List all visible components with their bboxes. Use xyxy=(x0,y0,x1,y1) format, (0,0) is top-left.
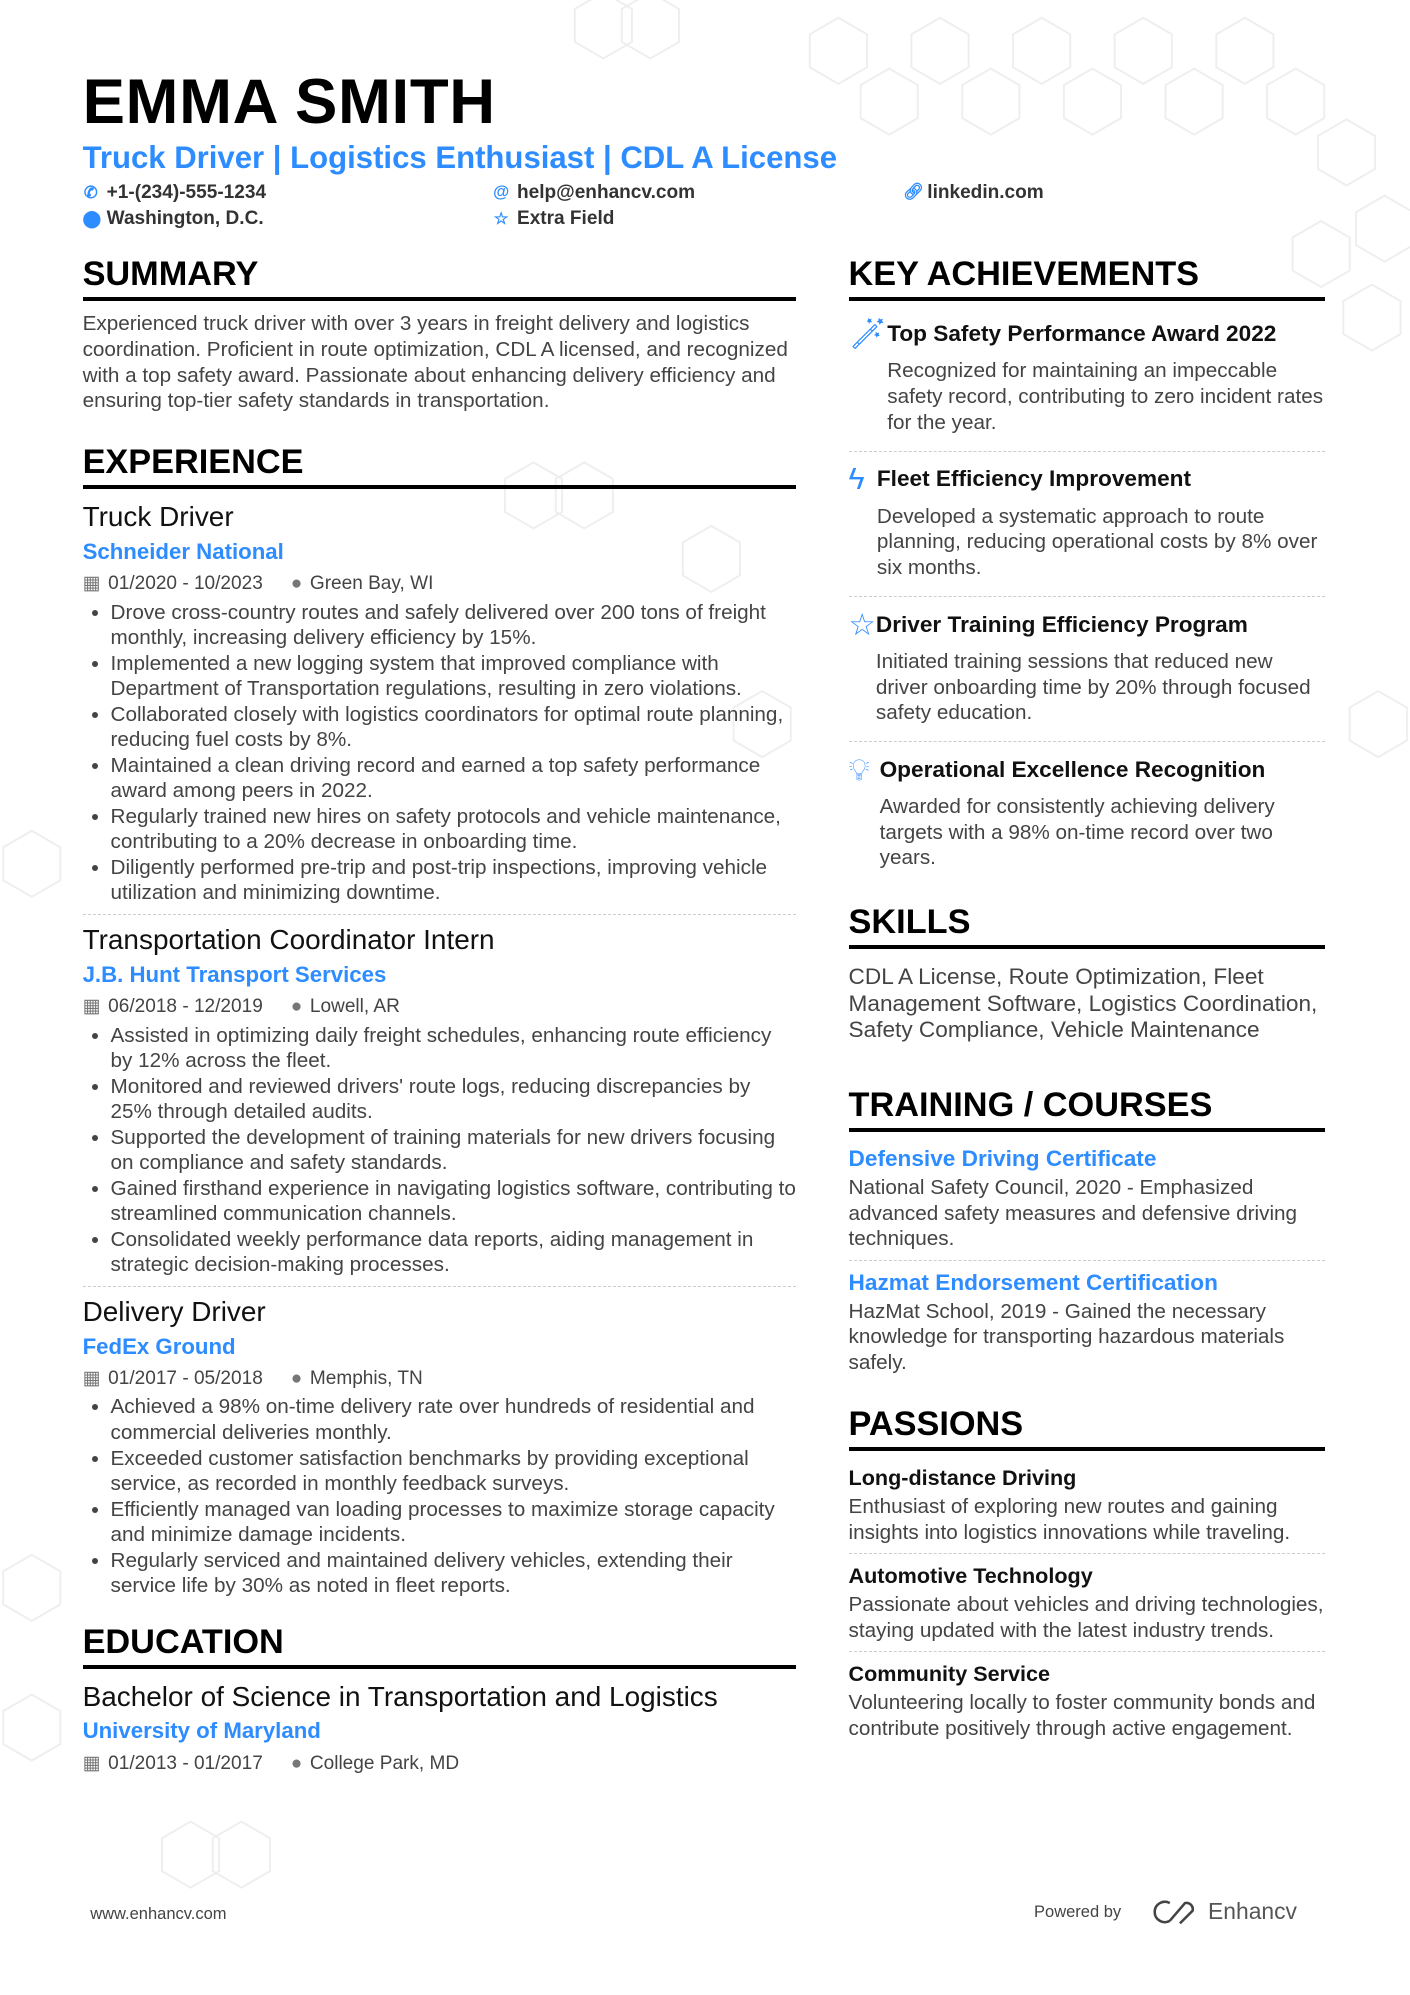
skills-text: CDL A License, Route Optimization, Fleet Management Software, Logistics Coordination, Safety Compliance, Vehicle Maintenance xyxy=(848,963,1318,1043)
passion-title: Long-distance Driving xyxy=(848,1464,1077,1490)
magic-wand-icon: 🪄︎ xyxy=(848,317,888,352)
hexagon-shape xyxy=(1350,691,1407,757)
hexagon-shape xyxy=(622,0,679,58)
achievement-title: Top Safety Performance Award 2022 xyxy=(887,321,1277,347)
course-title: Defensive Driving Certificate xyxy=(848,1145,1157,1171)
email-text: help@enhancv.com xyxy=(516,181,696,203)
enhancv-brand-text: Enhancv xyxy=(1208,1898,1297,1925)
star-icon: ☆ xyxy=(848,607,876,642)
education-location: College Park, MD xyxy=(309,1752,460,1774)
hexagon-shape xyxy=(213,1822,270,1888)
right-column xyxy=(849,254,1325,1741)
education-heading: EDUCATION xyxy=(83,1622,797,1669)
school: University of Maryland xyxy=(82,1718,321,1744)
achievement-title: Operational Excellence Recognition xyxy=(879,756,1266,782)
job-bullet: • Consolidated weekly performance data reports, aiding management in strategic decision-making processes. xyxy=(111,1227,797,1278)
job-entry xyxy=(83,922,797,1278)
education-meta xyxy=(83,1749,797,1779)
achievement-item xyxy=(849,457,1325,589)
footer-website[interactable]: www.enhancv.com xyxy=(90,1905,227,1924)
phone-text: +1-(234)-555-1234 xyxy=(106,181,267,203)
hexagon-shape xyxy=(3,1695,60,1761)
job-company: FedEx Ground xyxy=(82,1333,236,1359)
passion-item xyxy=(849,1657,1325,1741)
hexagon-shape xyxy=(3,1555,60,1621)
course-item xyxy=(849,1142,1325,1252)
enhancv-logo[interactable] xyxy=(1152,1898,1297,1926)
achievement-item xyxy=(849,602,1325,734)
separator xyxy=(83,914,797,915)
hexagon-shape xyxy=(911,18,968,84)
hexagon-shape xyxy=(962,69,1019,135)
hexagon-shape xyxy=(575,0,632,58)
hexagon-shape xyxy=(1343,285,1400,351)
skills-heading: SKILLS xyxy=(849,902,1325,949)
job-location: Green Bay, WI xyxy=(309,573,434,595)
job-role: Truck Driver xyxy=(82,501,234,533)
separator xyxy=(849,451,1325,452)
extra-text: Extra Field xyxy=(516,208,615,230)
link-icon: 🔗︎ xyxy=(903,183,925,202)
calendar-icon: ▦ xyxy=(82,996,101,1018)
course-item xyxy=(849,1266,1325,1376)
lightbulb-icon: 💡︎ xyxy=(848,752,870,787)
job-bullet: • Exceeded customer satisfaction benchmarks by providing exceptional service, as recorded in monthly feedback surveys. xyxy=(111,1446,797,1497)
job-company: Schneider National xyxy=(82,538,284,564)
footer-powered-by: Powered by xyxy=(1034,1902,1122,1921)
job-location: Lowell, AR xyxy=(309,996,400,1018)
contact-linkedin[interactable] xyxy=(903,182,1044,204)
passion-item xyxy=(849,1559,1325,1643)
candidate-title: Truck Driver | Logistics Enthusiast | CDL A License xyxy=(82,139,838,175)
job-bullet: • Collaborated closely with logistics coordinators for optimal route planning, reducing fuel costs by 8%. xyxy=(111,702,797,753)
star-icon: ☆ xyxy=(493,210,509,229)
location-text: Washington, D.C. xyxy=(106,208,264,230)
job-bullet: • Implemented a new logging system that improved compliance with Department of Transportation regulations, resulting in zero violations. xyxy=(111,651,797,702)
passion-desc: Passionate about vehicles and driving technologies, staying updated with the latest industry trends. xyxy=(848,1593,1324,1642)
hexagon-shape xyxy=(1356,196,1410,262)
separator xyxy=(849,741,1325,742)
passion-desc: Volunteering locally to foster community bonds and contribute positively through active engagement. xyxy=(848,1691,1316,1740)
degree: Bachelor of Science in Transportation and Logistics xyxy=(82,1680,718,1712)
job-role: Transportation Coordinator Intern xyxy=(82,924,495,956)
course-desc: HazMat School, 2019 - Gained the necessary knowledge for transporting hazardous materials safely. xyxy=(848,1299,1285,1375)
hexagon-shape xyxy=(3,831,60,897)
contact-extra xyxy=(493,208,615,230)
linkedin-text: linkedin.com xyxy=(927,181,1044,203)
job-dates: 01/2020 - 10/2023 xyxy=(108,573,263,595)
phone-icon: ✆ xyxy=(83,183,98,202)
achievement-item xyxy=(849,747,1325,879)
achievement-item xyxy=(849,311,1325,443)
separator xyxy=(849,1651,1325,1652)
location-pin-icon: ● xyxy=(290,996,303,1018)
contact-location xyxy=(83,208,264,230)
course-title: Hazmat Endorsement Certification xyxy=(848,1269,1218,1295)
job-dates: 06/2018 - 12/2019 xyxy=(108,996,263,1018)
job-meta xyxy=(83,569,797,599)
passion-desc: Enthusiast of exploring new routes and gaining insights into logistics innovations while traveling. xyxy=(848,1494,1291,1544)
hexagon-shape xyxy=(1216,18,1273,84)
separator xyxy=(849,1260,1325,1261)
job-bullet: • Efficiently managed van loading processes to maximize storage capacity and minimize damage incidents. xyxy=(111,1497,797,1548)
passion-item xyxy=(849,1461,1325,1545)
job-meta xyxy=(83,992,797,1022)
course-desc: National Safety Council, 2020 - Emphasized advanced safety measures and defensive driving techniques. xyxy=(848,1176,1298,1251)
summary-heading: SUMMARY xyxy=(83,254,797,301)
achievement-desc: Recognized for maintaining an impeccable safety record, contributing to zero incident rates for the year. xyxy=(887,359,1324,434)
job-bullet: • Achieved a 98% on-time delivery rate over hundreds of residential and commercial deliveries monthly. xyxy=(111,1394,797,1445)
job-bullet: • Regularly trained new hires on safety protocols and vehicle maintenance, contributing to a 20% decrease in onboarding time. xyxy=(111,804,797,855)
hexagon-shape xyxy=(1115,18,1172,84)
achievements-heading: KEY ACHIEVEMENTS xyxy=(849,254,1325,301)
training-heading: TRAINING / COURSES xyxy=(849,1085,1325,1132)
job-bullet: • Regularly serviced and maintained delivery vehicles, extending their service life by 30% as noted in fleet reports. xyxy=(111,1548,797,1599)
calendar-icon: ▦ xyxy=(82,1367,101,1389)
experience-heading: EXPERIENCE xyxy=(83,442,797,489)
passion-title: Automotive Technology xyxy=(848,1562,1093,1588)
job-bullet: • Assisted in optimizing daily freight schedules, enhancing route efficiency by 12% across the fleet. xyxy=(111,1023,797,1074)
hexagon-shape xyxy=(810,18,867,84)
passions-heading: PASSIONS xyxy=(849,1404,1325,1451)
left-column xyxy=(83,254,797,1779)
job-bullets xyxy=(83,600,797,906)
education-dates: 01/2013 - 01/2017 xyxy=(108,1752,263,1774)
achievement-desc: Developed a systematic approach to route planning, reducing operational costs by 8% over six months. xyxy=(876,504,1318,579)
summary-text: Experienced truck driver with over 3 years in freight delivery and logistics coordination. Proficient in route optimization, CDL A licensed, and recognized with a top safety award. Passionate about enhancing delivery efficiency and ensuring top-tier safety standards in transportation. xyxy=(82,312,788,413)
calendar-icon: ▦ xyxy=(82,1752,101,1774)
separator xyxy=(849,1553,1325,1554)
job-bullet: • Diligently performed pre-trip and post-trip inspections, improving vehicle utilization and minimizing downtime. xyxy=(111,855,797,906)
separator xyxy=(83,1286,797,1287)
hexagon-shape xyxy=(1267,69,1324,135)
hexagon-shape xyxy=(1064,69,1121,135)
job-entry xyxy=(83,1294,797,1599)
achievement-title: Fleet Efficiency Improvement xyxy=(876,466,1191,492)
job-location: Memphis, TN xyxy=(309,1367,423,1389)
contact-phone[interactable] xyxy=(83,182,266,204)
job-role: Delivery Driver xyxy=(82,1296,266,1328)
lightning-icon: ϟ xyxy=(848,462,865,497)
job-bullet: • Drove cross-country routes and safely delivered over 200 tons of freight monthly, increasing delivery efficiency by 15%. xyxy=(111,600,797,651)
at-icon: @ xyxy=(493,183,510,202)
job-bullets xyxy=(83,1023,797,1278)
hexagon-shape xyxy=(1013,18,1070,84)
job-bullet: • Maintained a clean driving record and earned a top safety performance award among peers in 2022. xyxy=(111,753,797,804)
job-entry xyxy=(83,499,797,906)
achievement-desc: Initiated training sessions that reduced new driver onboarding time by 20% through focused safety education. xyxy=(875,649,1311,725)
location-pin-icon: ● xyxy=(290,1367,303,1389)
location-pin-icon: ● xyxy=(290,573,303,595)
achievement-title: Driver Training Efficiency Program xyxy=(875,611,1248,637)
job-dates: 01/2017 - 05/2018 xyxy=(108,1367,263,1389)
hexagon-shape xyxy=(861,69,918,135)
job-bullet: • Gained firsthand experience in navigating logistics software, contributing to streamlined communication channels. xyxy=(111,1176,797,1227)
job-company: J.B. Hunt Transport Services xyxy=(82,961,387,987)
job-meta xyxy=(83,1364,797,1394)
calendar-icon: ▦ xyxy=(82,573,101,595)
hexagon-shape xyxy=(162,1822,219,1888)
location-pin-icon: ⬤ xyxy=(82,210,102,229)
candidate-name: EMMA SMITH xyxy=(82,67,496,138)
job-bullet: • Monitored and reviewed drivers' route logs, reducing discrepancies by 25% through detailed audits. xyxy=(111,1074,797,1125)
job-bullets xyxy=(83,1394,797,1598)
separator xyxy=(849,596,1325,597)
enhancv-logo-icon xyxy=(1152,1898,1198,1926)
hexagon-shape xyxy=(1165,69,1222,135)
location-pin-icon: ● xyxy=(290,1752,303,1774)
hexagon-shape xyxy=(1318,119,1375,185)
passion-title: Community Service xyxy=(848,1661,1051,1687)
achievement-desc: Awarded for consistently achieving delivery targets with a 98% on-time record over two years. xyxy=(879,795,1275,870)
contact-email[interactable] xyxy=(493,182,695,204)
job-bullet: • Supported the development of training materials for new drivers focusing on compliance and safety standards. xyxy=(111,1125,797,1176)
